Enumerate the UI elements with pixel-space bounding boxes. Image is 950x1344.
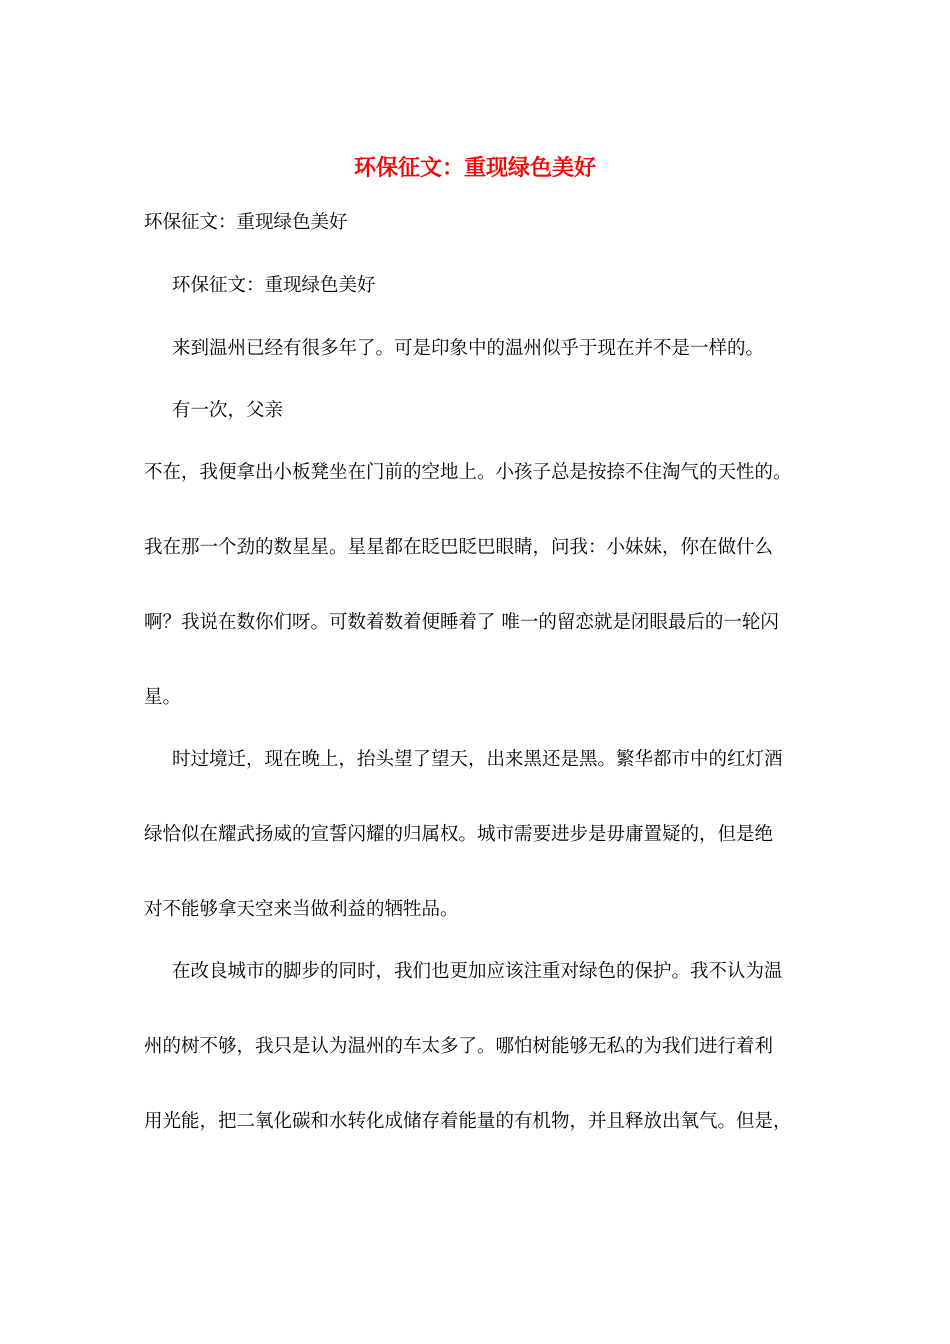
paragraph-line: 我在那一个劲的数星星。星星都在眨巴眨巴眼睛，问我：小妹妹，你在做什么: [144, 537, 774, 558]
paragraph-line: 用光能，把二氧化碳和水转化成储存着能量的有机物，并且释放出氧气。但是，: [144, 1111, 792, 1132]
paragraph-line: 有一次，父亲: [172, 400, 284, 421]
paragraph-line: 州的树不够，我只是认为温州的车太多了。哪怕树能够无私的为我们进行着利: [144, 1036, 774, 1057]
paragraph-line: 时过境迁，现在晚上，抬头望了望天，出来黑还是黑。繁华都市中的红灯酒: [172, 749, 783, 770]
paragraph-line: 在改良城市的脚步的同时，我们也更加应该注重对绿色的保护。我不认为温: [172, 961, 783, 982]
paragraph-line: 来到温州已经有很多年了。可是印象中的温州似乎于现在并不是一样的。: [172, 338, 765, 359]
paragraph-line: 环保征文：重现绿色美好: [172, 275, 376, 296]
paragraph-line: 对不能够拿天空来当做利益的牺牲品。: [144, 899, 459, 920]
paragraph-line: 啊？我说在数你们呀。可数着数着便睡着了 唯一的留恋就是闭眼最后的一轮闪: [144, 612, 779, 633]
paragraph-line: 绿恰似在耀武扬威的宣誓闪耀的归属权。城市需要进步是毋庸置疑的，但是绝: [144, 824, 774, 845]
document-title: 环保征文：重现绿色美好: [353, 155, 596, 181]
paragraph-line: 星。: [144, 687, 182, 708]
subtitle-line: 环保征文：重现绿色美好: [144, 212, 348, 233]
paragraph-line: 不在，我便拿出小板凳坐在门前的空地上。小孩子总是按捺不住淘气的天性的。: [144, 462, 792, 483]
